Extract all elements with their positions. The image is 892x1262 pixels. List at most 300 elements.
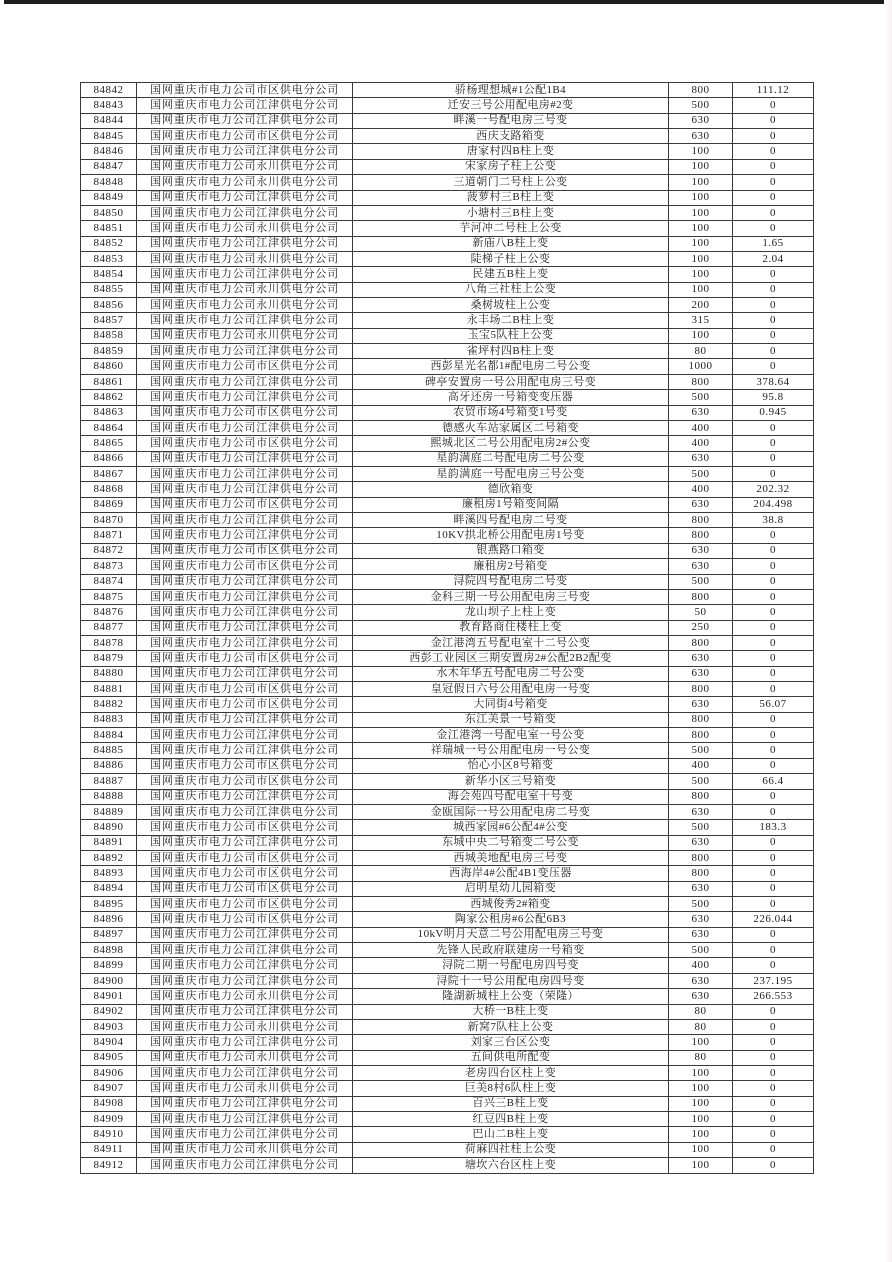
cell-value: 0 xyxy=(733,313,814,328)
table-row xyxy=(81,774,814,789)
cell-station-name: 星韵满庭二号配电房二号公变 xyxy=(353,451,669,466)
cell-station-name: 刘家三台区公变 xyxy=(353,1035,669,1050)
table-row xyxy=(81,712,814,727)
cell-station-name: 城西家园#6公配4#公变 xyxy=(353,820,669,835)
cell-station-name: 10kV明月天意二号公用配电房三号变 xyxy=(353,927,669,942)
cell-record-id: 84905 xyxy=(81,1050,137,1065)
cell-capacity: 100 xyxy=(669,1142,733,1157)
cell-company: 国网重庆市电力公司江津供电分公司 xyxy=(137,313,353,328)
cell-value: 111.12 xyxy=(733,83,814,98)
cell-record-id: 84876 xyxy=(81,605,137,620)
cell-station-name: 东江美景一号箱变 xyxy=(353,712,669,727)
cell-company: 国网重庆市电力公司江津供电分公司 xyxy=(137,927,353,942)
table-row xyxy=(81,605,814,620)
cell-value: 0 xyxy=(733,943,814,958)
cell-capacity: 800 xyxy=(669,528,733,543)
cell-company: 国网重庆市电力公司江津供电分公司 xyxy=(137,605,353,620)
cell-capacity: 100 xyxy=(669,282,733,297)
cell-capacity: 500 xyxy=(669,774,733,789)
cell-company: 国网重庆市电力公司江津供电分公司 xyxy=(137,666,353,681)
cell-station-name: 怡心小区8号箱变 xyxy=(353,758,669,773)
cell-value: 0 xyxy=(733,1142,814,1157)
cell-company: 国网重庆市电力公司永川供电分公司 xyxy=(137,251,353,266)
cell-record-id: 84873 xyxy=(81,559,137,574)
cell-company: 国网重庆市电力公司市区供电分公司 xyxy=(137,866,353,881)
cell-station-name: 金江港湾五号配电室十二号公变 xyxy=(353,635,669,650)
table-row xyxy=(81,850,814,865)
cell-value: 0 xyxy=(733,728,814,743)
table-row xyxy=(81,682,814,697)
cell-capacity: 80 xyxy=(669,1019,733,1034)
cell-record-id: 84869 xyxy=(81,497,137,512)
cell-value: 0 xyxy=(733,958,814,973)
table-row xyxy=(81,405,814,420)
cell-capacity: 500 xyxy=(669,743,733,758)
cell-capacity: 630 xyxy=(669,989,733,1004)
cell-company: 国网重庆市电力公司市区供电分公司 xyxy=(137,758,353,773)
cell-record-id: 84900 xyxy=(81,973,137,988)
table-row xyxy=(81,129,814,144)
cell-capacity: 500 xyxy=(669,943,733,958)
cell-record-id: 84912 xyxy=(81,1158,137,1173)
table-row xyxy=(81,728,814,743)
cell-capacity: 630 xyxy=(669,697,733,712)
cell-company: 国网重庆市电力公司江津供电分公司 xyxy=(137,451,353,466)
cell-capacity: 100 xyxy=(669,1066,733,1081)
table-row xyxy=(81,251,814,266)
cell-record-id: 84858 xyxy=(81,328,137,343)
cell-station-name: 骄杨理想城#1公配1B4 xyxy=(353,83,669,98)
table-row xyxy=(81,574,814,589)
table-row xyxy=(81,497,814,512)
table-row xyxy=(81,897,814,912)
cell-station-name: 金江港湾一号配电室一号公变 xyxy=(353,728,669,743)
cell-station-name: 德感火车站家属区二号箱变 xyxy=(353,420,669,435)
table-row xyxy=(81,743,814,758)
table-row xyxy=(81,635,814,650)
cell-company: 国网重庆市电力公司江津供电分公司 xyxy=(137,1127,353,1142)
cell-station-name: 五间供电所配变 xyxy=(353,1050,669,1065)
cell-company: 国网重庆市电力公司江津供电分公司 xyxy=(137,390,353,405)
cell-station-name: 先锋人民政府联建房一号箱变 xyxy=(353,943,669,958)
cell-value: 0 xyxy=(733,927,814,942)
table-row xyxy=(81,1142,814,1157)
cell-station-name: 八角三社柱上公变 xyxy=(353,282,669,297)
table-row xyxy=(81,451,814,466)
cell-capacity: 400 xyxy=(669,436,733,451)
cell-company: 国网重庆市电力公司江津供电分公司 xyxy=(137,482,353,497)
cell-capacity: 800 xyxy=(669,866,733,881)
table-row xyxy=(81,927,814,942)
power-station-table xyxy=(80,82,814,1174)
cell-record-id: 84878 xyxy=(81,635,137,650)
cell-record-id: 84875 xyxy=(81,589,137,604)
cell-company: 国网重庆市电力公司江津供电分公司 xyxy=(137,1035,353,1050)
cell-company: 国网重庆市电力公司江津供电分公司 xyxy=(137,835,353,850)
cell-value: 0 xyxy=(733,1127,814,1142)
table-row xyxy=(81,820,814,835)
cell-company: 国网重庆市电力公司市区供电分公司 xyxy=(137,436,353,451)
table-row xyxy=(81,1158,814,1173)
cell-capacity: 80 xyxy=(669,1050,733,1065)
cell-station-name: 新窝7队柱上公变 xyxy=(353,1019,669,1034)
cell-company: 国网重庆市电力公司市区供电分公司 xyxy=(137,651,353,666)
cell-station-name: 巨美8村6队柱上变 xyxy=(353,1081,669,1096)
cell-record-id: 84851 xyxy=(81,221,137,236)
cell-station-name: 银燕路口箱变 xyxy=(353,543,669,558)
cell-station-name: 荷麻四社柱上公变 xyxy=(353,1142,669,1157)
cell-capacity: 50 xyxy=(669,605,733,620)
cell-capacity: 100 xyxy=(669,328,733,343)
cell-capacity: 100 xyxy=(669,175,733,190)
cell-record-id: 84910 xyxy=(81,1127,137,1142)
cell-capacity: 630 xyxy=(669,881,733,896)
cell-record-id: 84864 xyxy=(81,420,137,435)
cell-station-name: 大桥一B柱上变 xyxy=(353,1004,669,1019)
cell-company: 国网重庆市电力公司永川供电分公司 xyxy=(137,298,353,313)
cell-value: 0 xyxy=(733,1004,814,1019)
cell-station-name: 红豆四B柱上变 xyxy=(353,1112,669,1127)
cell-station-name: 东城中央二号箱变二号公变 xyxy=(353,835,669,850)
cell-capacity: 630 xyxy=(669,497,733,512)
cell-capacity: 200 xyxy=(669,298,733,313)
cell-value: 0 xyxy=(733,543,814,558)
cell-station-name: 金科三期一号公用配电房三号变 xyxy=(353,589,669,604)
cell-record-id: 84889 xyxy=(81,804,137,819)
cell-station-name: 百兴三B柱上变 xyxy=(353,1096,669,1111)
table-row xyxy=(81,989,814,1004)
cell-value: 0 xyxy=(733,850,814,865)
table-row xyxy=(81,144,814,159)
cell-record-id: 84867 xyxy=(81,466,137,481)
table-row xyxy=(81,267,814,282)
cell-capacity: 630 xyxy=(669,543,733,558)
cell-capacity: 630 xyxy=(669,129,733,144)
cell-record-id: 84888 xyxy=(81,789,137,804)
cell-value: 0 xyxy=(733,436,814,451)
cell-company: 国网重庆市电力公司江津供电分公司 xyxy=(137,743,353,758)
table-body xyxy=(81,83,814,1174)
cell-value: 202.32 xyxy=(733,482,814,497)
table-row xyxy=(81,651,814,666)
cell-record-id: 84846 xyxy=(81,144,137,159)
cell-value: 0 xyxy=(733,205,814,220)
cell-record-id: 84897 xyxy=(81,927,137,942)
cell-value: 0 xyxy=(733,1019,814,1034)
table-row xyxy=(81,466,814,481)
cell-company: 国网重庆市电力公司永川供电分公司 xyxy=(137,1050,353,1065)
cell-value: 0 xyxy=(733,328,814,343)
cell-value: 0 xyxy=(733,98,814,113)
cell-capacity: 500 xyxy=(669,574,733,589)
table-row xyxy=(81,1066,814,1081)
table-row xyxy=(81,298,814,313)
cell-value: 0 xyxy=(733,359,814,374)
cell-capacity: 630 xyxy=(669,559,733,574)
table-row xyxy=(81,1127,814,1142)
cell-record-id: 84844 xyxy=(81,113,137,128)
cell-company: 国网重庆市电力公司江津供电分公司 xyxy=(137,528,353,543)
cell-capacity: 800 xyxy=(669,728,733,743)
cell-company: 国网重庆市电力公司江津供电分公司 xyxy=(137,943,353,958)
cell-company: 国网重庆市电力公司江津供电分公司 xyxy=(137,236,353,251)
cell-station-name: 新华小区三号箱变 xyxy=(353,774,669,789)
cell-record-id: 84862 xyxy=(81,390,137,405)
cell-value: 0 xyxy=(733,574,814,589)
table-row xyxy=(81,543,814,558)
cell-record-id: 84854 xyxy=(81,267,137,282)
cell-company: 国网重庆市电力公司江津供电分公司 xyxy=(137,420,353,435)
cell-record-id: 84892 xyxy=(81,850,137,865)
cell-station-name: 廉租房1号箱变间隔 xyxy=(353,497,669,512)
cell-station-name: 宋家房子柱上公变 xyxy=(353,159,669,174)
cell-value: 0 xyxy=(733,159,814,174)
cell-record-id: 84904 xyxy=(81,1035,137,1050)
cell-capacity: 630 xyxy=(669,666,733,681)
cell-station-name: 畔溪一号配电房三号变 xyxy=(353,113,669,128)
cell-value: 0 xyxy=(733,835,814,850)
cell-record-id: 84849 xyxy=(81,190,137,205)
table-row xyxy=(81,83,814,98)
cell-value: 0 xyxy=(733,144,814,159)
cell-company: 国网重庆市电力公司永川供电分公司 xyxy=(137,1019,353,1034)
cell-record-id: 84881 xyxy=(81,682,137,697)
cell-capacity: 630 xyxy=(669,651,733,666)
table-row xyxy=(81,1081,814,1096)
cell-value: 0 xyxy=(733,466,814,481)
cell-record-id: 84883 xyxy=(81,712,137,727)
table-row xyxy=(81,528,814,543)
cell-company: 国网重庆市电力公司市区供电分公司 xyxy=(137,359,353,374)
cell-station-name: 新庙八B柱上变 xyxy=(353,236,669,251)
cell-value: 0 xyxy=(733,528,814,543)
table-row xyxy=(81,804,814,819)
cell-station-name: 西城美地配电房三号变 xyxy=(353,850,669,865)
cell-station-name: 德欣箱变 xyxy=(353,482,669,497)
table-row xyxy=(81,359,814,374)
cell-value: 0 xyxy=(733,1112,814,1127)
cell-station-name: 菠萝村三B柱上变 xyxy=(353,190,669,205)
cell-station-name: 海会苑四号配电室十号变 xyxy=(353,789,669,804)
cell-capacity: 100 xyxy=(669,221,733,236)
cell-company: 国网重庆市电力公司市区供电分公司 xyxy=(137,83,353,98)
cell-capacity: 1000 xyxy=(669,359,733,374)
cell-record-id: 84890 xyxy=(81,820,137,835)
cell-company: 国网重庆市电力公司江津供电分公司 xyxy=(137,1158,353,1173)
cell-station-name: 陶家公租房#6公配6B3 xyxy=(353,912,669,927)
cell-value: 0 xyxy=(733,635,814,650)
cell-station-name: 浔院十一号公用配电房四号变 xyxy=(353,973,669,988)
cell-station-name: 民建五B柱上变 xyxy=(353,267,669,282)
cell-record-id: 84848 xyxy=(81,175,137,190)
table-row xyxy=(81,589,814,604)
cell-value: 0 xyxy=(733,666,814,681)
cell-value: 266.553 xyxy=(733,989,814,1004)
cell-capacity: 315 xyxy=(669,313,733,328)
cell-value: 0 xyxy=(733,1050,814,1065)
cell-record-id: 84898 xyxy=(81,943,137,958)
cell-capacity: 100 xyxy=(669,1112,733,1127)
cell-value: 0 xyxy=(733,221,814,236)
cell-station-name: 龙山坝子上柱上变 xyxy=(353,605,669,620)
cell-company: 国网重庆市电力公司江津供电分公司 xyxy=(137,144,353,159)
cell-value: 0 xyxy=(733,420,814,435)
cell-record-id: 84861 xyxy=(81,374,137,389)
cell-record-id: 84899 xyxy=(81,958,137,973)
cell-station-name: 农贸市场4号箱变1号变 xyxy=(353,405,669,420)
cell-company: 国网重庆市电力公司永川供电分公司 xyxy=(137,159,353,174)
cell-capacity: 100 xyxy=(669,1081,733,1096)
cell-station-name: 10KV拱北桥公用配电房1号变 xyxy=(353,528,669,543)
cell-capacity: 630 xyxy=(669,973,733,988)
cell-capacity: 100 xyxy=(669,1035,733,1050)
cell-capacity: 400 xyxy=(669,758,733,773)
cell-record-id: 84852 xyxy=(81,236,137,251)
cell-station-name: 教育路商住楼柱上变 xyxy=(353,620,669,635)
cell-capacity: 630 xyxy=(669,113,733,128)
cell-capacity: 630 xyxy=(669,835,733,850)
table-row xyxy=(81,98,814,113)
cell-company: 国网重庆市电力公司市区供电分公司 xyxy=(137,912,353,927)
cell-value: 0 xyxy=(733,897,814,912)
cell-company: 国网重庆市电力公司江津供电分公司 xyxy=(137,466,353,481)
cell-company: 国网重庆市电力公司永川供电分公司 xyxy=(137,282,353,297)
cell-capacity: 630 xyxy=(669,927,733,942)
cell-company: 国网重庆市电力公司江津供电分公司 xyxy=(137,574,353,589)
cell-value: 0 xyxy=(733,589,814,604)
cell-record-id: 84857 xyxy=(81,313,137,328)
cell-value: 378.64 xyxy=(733,374,814,389)
cell-capacity: 100 xyxy=(669,1127,733,1142)
cell-station-name: 桑树坡柱上公变 xyxy=(353,298,669,313)
cell-station-name: 西海岸4#公配4B1变压器 xyxy=(353,866,669,881)
cell-station-name: 西彭星光名都1#配电房二号公变 xyxy=(353,359,669,374)
cell-capacity: 100 xyxy=(669,1096,733,1111)
cell-station-name: 永丰场二B柱上变 xyxy=(353,313,669,328)
cell-station-name: 熙城北区二号公用配电房2#公变 xyxy=(353,436,669,451)
cell-value: 0 xyxy=(733,743,814,758)
cell-station-name: 高牙还房一号箱变变压器 xyxy=(353,390,669,405)
cell-company: 国网重庆市电力公司江津供电分公司 xyxy=(137,205,353,220)
table-row xyxy=(81,958,814,973)
cell-value: 2.04 xyxy=(733,251,814,266)
cell-capacity: 100 xyxy=(669,144,733,159)
table-row xyxy=(81,113,814,128)
table-row xyxy=(81,697,814,712)
cell-station-name: 廉租房2号箱变 xyxy=(353,559,669,574)
cell-value: 0 xyxy=(733,175,814,190)
cell-record-id: 84885 xyxy=(81,743,137,758)
table-row xyxy=(81,973,814,988)
table-row xyxy=(81,943,814,958)
table-row xyxy=(81,344,814,359)
cell-capacity: 80 xyxy=(669,344,733,359)
cell-capacity: 400 xyxy=(669,420,733,435)
cell-value: 0 xyxy=(733,804,814,819)
cell-station-name: 雀坪村四B柱上变 xyxy=(353,344,669,359)
cell-capacity: 800 xyxy=(669,589,733,604)
cell-record-id: 84887 xyxy=(81,774,137,789)
cell-station-name: 浔院二期一号配电房四号变 xyxy=(353,958,669,973)
cell-company: 国网重庆市电力公司市区供电分公司 xyxy=(137,682,353,697)
cell-company: 国网重庆市电力公司市区供电分公司 xyxy=(137,405,353,420)
cell-capacity: 630 xyxy=(669,405,733,420)
table-row xyxy=(81,866,814,881)
table-row xyxy=(81,159,814,174)
cell-company: 国网重庆市电力公司江津供电分公司 xyxy=(137,190,353,205)
cell-station-name: 水木年华五号配电房二号公变 xyxy=(353,666,669,681)
table-row xyxy=(81,881,814,896)
table-row xyxy=(81,236,814,251)
cell-company: 国网重庆市电力公司永川供电分公司 xyxy=(137,221,353,236)
cell-capacity: 400 xyxy=(669,482,733,497)
cell-value: 0 xyxy=(733,651,814,666)
cell-record-id: 84866 xyxy=(81,451,137,466)
table-row xyxy=(81,666,814,681)
cell-record-id: 84891 xyxy=(81,835,137,850)
table-row xyxy=(81,205,814,220)
table-row xyxy=(81,282,814,297)
cell-capacity: 500 xyxy=(669,820,733,835)
cell-company: 国网重庆市电力公司江津供电分公司 xyxy=(137,789,353,804)
cell-record-id: 84868 xyxy=(81,482,137,497)
cell-value: 0 xyxy=(733,559,814,574)
table-row xyxy=(81,436,814,451)
cell-record-id: 84865 xyxy=(81,436,137,451)
table-row xyxy=(81,328,814,343)
cell-value: 0 xyxy=(733,1035,814,1050)
cell-company: 国网重庆市电力公司江津供电分公司 xyxy=(137,635,353,650)
cell-record-id: 84882 xyxy=(81,697,137,712)
cell-value: 0 xyxy=(733,190,814,205)
cell-station-name: 西彭工业园区三期安置房2#公配2B2配变 xyxy=(353,651,669,666)
cell-record-id: 84908 xyxy=(81,1096,137,1111)
cell-record-id: 84880 xyxy=(81,666,137,681)
cell-capacity: 500 xyxy=(669,897,733,912)
cell-value: 0 xyxy=(733,682,814,697)
cell-company: 国网重庆市电力公司江津供电分公司 xyxy=(137,344,353,359)
cell-company: 国网重庆市电力公司市区供电分公司 xyxy=(137,497,353,512)
cell-record-id: 84902 xyxy=(81,1004,137,1019)
cell-station-name: 浔院四号配电房二号变 xyxy=(353,574,669,589)
cell-capacity: 100 xyxy=(669,190,733,205)
cell-record-id: 84911 xyxy=(81,1142,137,1157)
cell-capacity: 250 xyxy=(669,620,733,635)
cell-station-name: 塘坎六台区柱上变 xyxy=(353,1158,669,1173)
cell-value: 0 xyxy=(733,344,814,359)
cell-record-id: 84842 xyxy=(81,83,137,98)
cell-record-id: 84901 xyxy=(81,989,137,1004)
cell-value: 0 xyxy=(733,267,814,282)
cell-record-id: 84860 xyxy=(81,359,137,374)
cell-record-id: 84909 xyxy=(81,1112,137,1127)
table-row xyxy=(81,175,814,190)
cell-value: 0 xyxy=(733,866,814,881)
cell-capacity: 800 xyxy=(669,374,733,389)
cell-value: 0 xyxy=(733,1096,814,1111)
cell-station-name: 陡梯子柱上公变 xyxy=(353,251,669,266)
table-row xyxy=(81,1004,814,1019)
cell-capacity: 500 xyxy=(669,390,733,405)
cell-company: 国网重庆市电力公司江津供电分公司 xyxy=(137,1112,353,1127)
cell-company: 国网重庆市电力公司江津供电分公司 xyxy=(137,98,353,113)
cell-record-id: 84874 xyxy=(81,574,137,589)
cell-value: 0 xyxy=(733,620,814,635)
cell-record-id: 84903 xyxy=(81,1019,137,1034)
cell-record-id: 84879 xyxy=(81,651,137,666)
cell-value: 38.8 xyxy=(733,513,814,528)
table-row xyxy=(81,620,814,635)
